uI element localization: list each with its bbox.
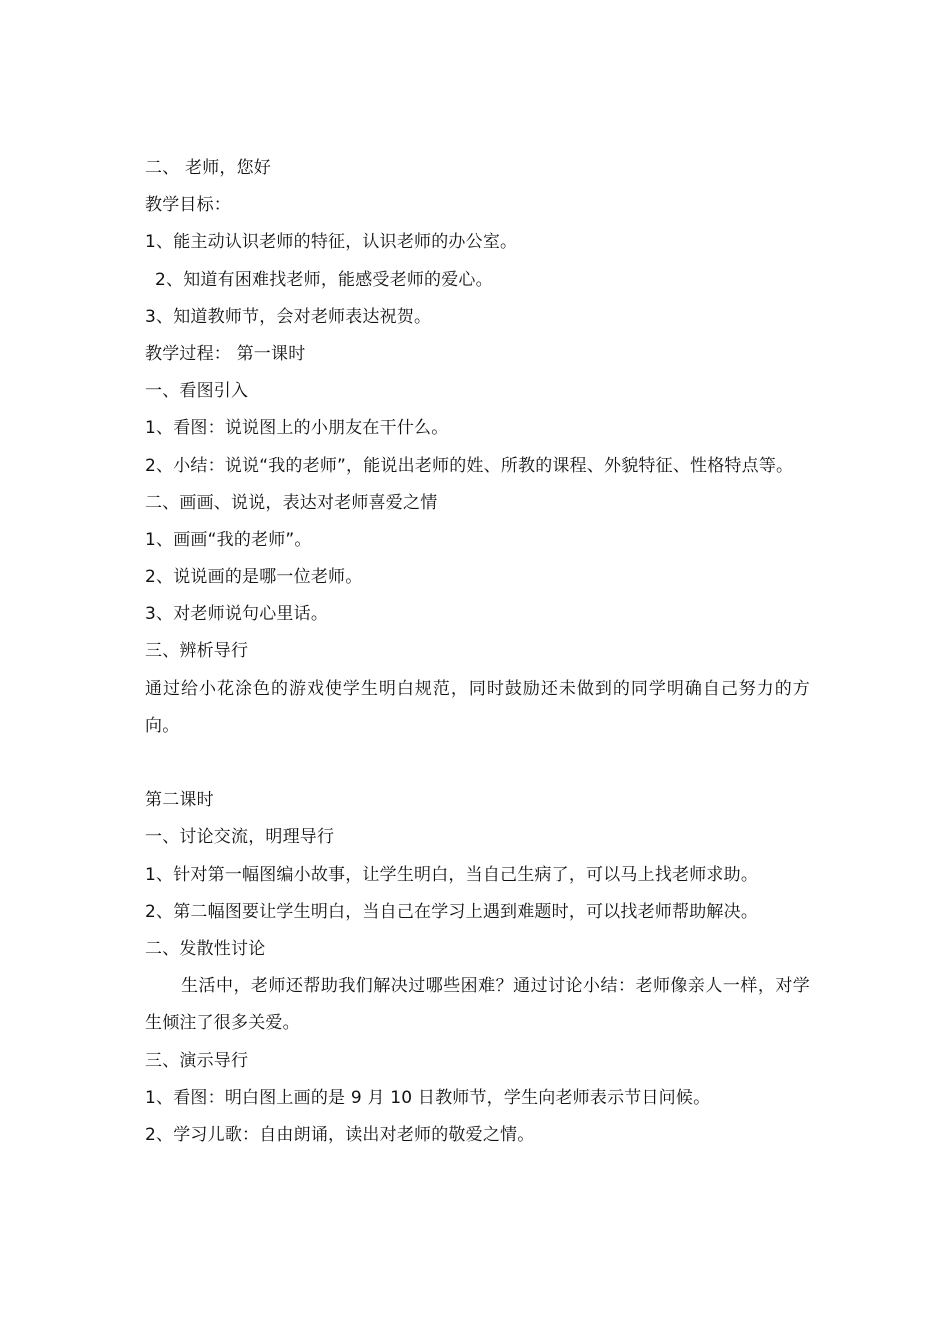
- lesson1-section3-heading: 三、辨析导行: [145, 641, 249, 662]
- lesson1-section1-item-1: 1、看图：说说图上的小朋友在干什么。: [145, 418, 449, 439]
- lesson1-section2-item-1: 1、画画“我的老师”。: [145, 529, 312, 550]
- lesson2-section1-item-1: 1、针对第一幅图编小故事，让学生明白，当自己生病了，可以马上找老师求助。: [145, 864, 759, 885]
- lesson1-section1-item-2: 2、小结：说说“我的老师”，能说出老师的姓、所教的课程、外貌特征、性格特点等。: [145, 455, 794, 476]
- lesson1-section2-item-2: 2、说说画的是哪一位老师。: [145, 567, 363, 588]
- lesson2-section3-item-1: 1、看图：明白图上画的是 9 月 10 日教师节，学生向老师表示节日问候。: [145, 1087, 711, 1108]
- lesson1-section2-item-3: 3、对老师说句心里话。: [145, 604, 329, 625]
- lesson2-section1-item-2: 2、第二幅图要让学生明白，当自己在学习上遇到难题时，可以找老师帮助解决。: [145, 901, 759, 922]
- lesson2-section2-text: 生活中，老师还帮助我们解决过哪些困难？通过讨论小结：老师像亲人一样，对学生倾注了很多关爱。: [145, 976, 810, 1034]
- objective-item-3: 3、知道教师节，会对老师表达祝贺。: [145, 306, 432, 327]
- process-heading: 教学过程： 第一课时: [145, 343, 306, 364]
- lesson2-section2-heading: 二、发散性讨论: [145, 938, 266, 959]
- lesson2-section3-heading: 三、演示导行: [145, 1050, 249, 1071]
- lesson2-section1-heading: 一、讨论交流，明理导行: [145, 827, 335, 848]
- lesson2-heading: 第二课时: [145, 790, 214, 811]
- document-title: 二、 老师，您好: [145, 158, 272, 178]
- document-page: [145, 150, 810, 1154]
- objective-item-1: 1、能主动认识老师的特征，认识老师的办公室。: [145, 232, 518, 253]
- lesson1-section1-heading: 一、看图引入: [145, 381, 249, 402]
- objective-item-2: 2、知道有困难找老师，能感受老师的爱心。: [155, 269, 493, 290]
- blank-spacer: [145, 745, 810, 782]
- lesson2-section3-item-2: 2、学习儿歌：自由朗诵，读出对老师的敬爱之情。: [145, 1124, 535, 1145]
- objectives-heading: 教学目标：: [145, 195, 231, 216]
- lesson1-section3-text: 通过给小花涂色的游戏使学生明白规范，同时鼓励还未做到的同学明确自己努力的方向。: [145, 678, 810, 736]
- lesson1-section2-heading: 二、画画、说说，表达对老师喜爱之情: [145, 492, 438, 513]
